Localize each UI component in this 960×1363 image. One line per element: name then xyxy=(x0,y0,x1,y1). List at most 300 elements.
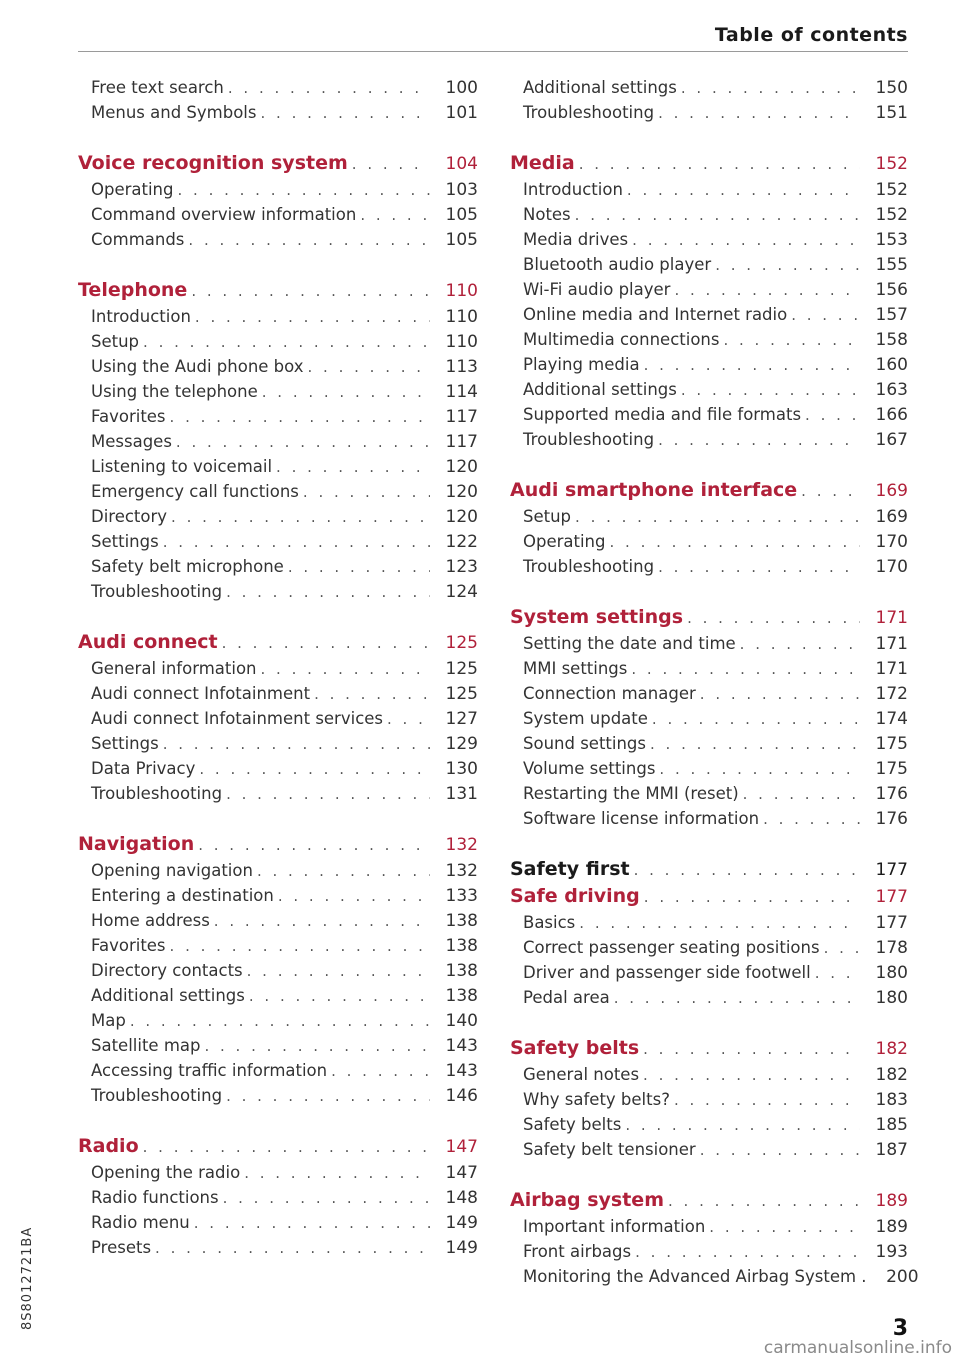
dot-leader xyxy=(571,505,860,530)
toc-entry-page: 103 xyxy=(445,180,478,200)
toc-entry-label: Favorites xyxy=(91,407,166,426)
toc-entry-page: 138 xyxy=(445,911,478,931)
toc-entry[interactable] xyxy=(78,1160,478,1185)
toc-entry[interactable] xyxy=(78,329,478,354)
section-gap xyxy=(78,806,478,831)
dot-leader xyxy=(677,76,860,101)
dot-leader xyxy=(627,657,860,682)
section-gap xyxy=(510,452,908,477)
toc-entry-page: 138 xyxy=(445,936,478,956)
dot-leader xyxy=(210,909,430,934)
toc-entry[interactable] xyxy=(78,1058,478,1083)
toc-entry-label: Directory xyxy=(91,507,168,526)
dot-leader xyxy=(187,278,430,305)
toc-entry[interactable] xyxy=(510,504,908,529)
toc-entry-page: 152 xyxy=(875,154,908,174)
toc-entry-page: 110 xyxy=(445,281,478,301)
toc-entry[interactable] xyxy=(78,177,478,202)
toc-entry[interactable] xyxy=(510,554,908,579)
toc-section-entry[interactable] xyxy=(510,477,908,504)
toc-entry[interactable] xyxy=(510,806,908,831)
toc-entry-page: 143 xyxy=(445,1061,478,1081)
toc-entry[interactable] xyxy=(78,883,478,908)
toc-entry-page: 105 xyxy=(445,205,478,225)
dot-leader xyxy=(222,580,430,605)
toc-entry-label: Audi connect Infotainment xyxy=(91,684,311,703)
toc-entry-page: 147 xyxy=(445,1137,478,1157)
toc-entry-page: 124 xyxy=(445,582,478,602)
dot-leader xyxy=(184,228,430,253)
dot-leader xyxy=(327,1059,430,1084)
toc-entry-label: Monitoring the Advanced Airbag System . xyxy=(523,1267,867,1286)
dot-leader xyxy=(172,430,430,455)
toc-entry-label: Opening navigation xyxy=(91,861,253,880)
toc-entry[interactable] xyxy=(510,100,908,125)
toc-entry[interactable] xyxy=(510,427,908,452)
toc-entry-label: Navigation xyxy=(78,833,195,855)
toc-entry[interactable] xyxy=(78,75,478,100)
toc-section-entry[interactable] xyxy=(78,150,478,177)
dot-leader xyxy=(696,1138,860,1163)
toc-entry[interactable] xyxy=(510,781,908,806)
toc-entry-label: Airbag system xyxy=(510,1189,664,1211)
dot-leader xyxy=(258,380,430,405)
toc-entry[interactable] xyxy=(78,227,478,252)
toc-entry-page: 138 xyxy=(445,986,478,1006)
toc-entry-label: Presets xyxy=(91,1238,152,1257)
toc-entry-page: 147 xyxy=(445,1163,478,1183)
toc-entry-label: Troubleshooting xyxy=(523,103,655,122)
toc-entry[interactable] xyxy=(78,504,478,529)
toc-entry[interactable] xyxy=(510,1214,908,1239)
toc-entry[interactable] xyxy=(510,1239,908,1264)
dot-leader xyxy=(646,732,860,757)
toc-entry[interactable] xyxy=(510,1087,908,1112)
toc-entry[interactable] xyxy=(510,756,908,781)
toc-entry-page: 152 xyxy=(875,180,908,200)
toc-entry[interactable] xyxy=(510,1137,908,1162)
toc-entry-label: Introduction xyxy=(91,307,191,326)
section-gap xyxy=(78,604,478,629)
toc-entry[interactable] xyxy=(510,302,908,327)
toc-entry-label: Additional settings xyxy=(91,986,245,1005)
toc-entry[interactable] xyxy=(78,1235,478,1260)
toc-entry[interactable] xyxy=(510,529,908,554)
toc-entry-page: 122 xyxy=(445,532,478,552)
dot-leader xyxy=(257,657,431,682)
section-gap xyxy=(510,579,908,604)
toc-section-entry[interactable] xyxy=(510,883,908,910)
toc-entry[interactable] xyxy=(78,706,478,731)
toc-entry-label: Supported media and file formats xyxy=(523,405,802,424)
toc-entry[interactable] xyxy=(510,985,908,1010)
toc-entry-page: 169 xyxy=(875,481,908,501)
toc-entry[interactable] xyxy=(78,454,478,479)
toc-entry[interactable] xyxy=(510,202,908,227)
toc-entry-label: Safety belts xyxy=(510,1037,640,1059)
toc-entry-label: Using the telephone xyxy=(91,382,258,401)
toc-entry[interactable] xyxy=(78,379,478,404)
toc-entry-page: 180 xyxy=(875,963,908,983)
toc-entry-page: 180 xyxy=(875,988,908,1008)
dot-leader xyxy=(610,986,860,1011)
toc-entry-page: 138 xyxy=(445,961,478,981)
toc-entry-page: 189 xyxy=(875,1191,908,1211)
toc-entry-page: 176 xyxy=(875,784,908,804)
toc-entry-label: Troubleshooting xyxy=(91,1086,223,1105)
toc-entry[interactable] xyxy=(78,1210,478,1235)
toc-entry-label: System update xyxy=(523,709,648,728)
toc-entry[interactable] xyxy=(510,910,908,935)
toc-entry-label: Front airbags xyxy=(523,1242,632,1261)
dot-leader xyxy=(257,101,431,126)
dot-leader xyxy=(194,832,430,859)
dot-leader xyxy=(621,1113,860,1138)
toc-entry-page: 101 xyxy=(445,103,478,123)
toc-entry[interactable] xyxy=(510,631,908,656)
toc-entry[interactable] xyxy=(510,377,908,402)
toc-entry[interactable] xyxy=(78,858,478,883)
toc-entry-page: 183 xyxy=(875,1090,908,1110)
toc-entry-page: 177 xyxy=(875,913,908,933)
toc-section-entry[interactable] xyxy=(78,831,478,858)
toc-entry-label: Safe driving xyxy=(510,885,640,907)
dot-leader xyxy=(272,455,430,480)
toc-entry-label: Safety first xyxy=(510,858,630,880)
dot-leader xyxy=(739,782,860,807)
toc-entry[interactable] xyxy=(510,1112,908,1137)
toc-entry-label: Satellite map xyxy=(91,1036,201,1055)
dot-leader xyxy=(670,1088,860,1113)
toc-entry[interactable] xyxy=(78,202,478,227)
page-header-title: Table of contents xyxy=(714,24,908,46)
toc-entry-label: Setup xyxy=(91,332,140,351)
toc-entry[interactable] xyxy=(78,479,478,504)
toc-entry[interactable] xyxy=(78,933,478,958)
dot-leader xyxy=(711,253,860,278)
toc-entry-page: 123 xyxy=(445,557,478,577)
dot-leader xyxy=(253,859,430,884)
dot-leader xyxy=(606,530,861,555)
toc-entry-page: 200 xyxy=(886,1267,919,1287)
toc-entry-page: 110 xyxy=(445,307,478,327)
toc-entry-label: Accessing traffic information xyxy=(91,1061,328,1080)
toc-entry-page: 149 xyxy=(445,1213,478,1233)
toc-entry-page: 155 xyxy=(875,255,908,275)
toc-entry-label: Pedal area xyxy=(523,988,610,1007)
toc-entry[interactable] xyxy=(510,327,908,352)
dot-leader xyxy=(159,530,430,555)
toc-entry-label: Troubleshooting xyxy=(523,430,655,449)
toc-entry[interactable] xyxy=(510,656,908,681)
toc-entry-label: Listening to voicemail xyxy=(91,457,273,476)
toc-entry-page: 117 xyxy=(445,432,478,452)
toc-entry-label: Media drives xyxy=(523,230,629,249)
document-code: 8S8012721BA xyxy=(20,1226,35,1330)
toc-entry-label: Voice recognition system xyxy=(78,152,348,174)
toc-entry-page: 193 xyxy=(875,1242,908,1262)
toc-entry-page: 143 xyxy=(445,1036,478,1056)
toc-entry-label: Safety belt tensioner xyxy=(523,1140,696,1159)
toc-entry-page: 175 xyxy=(875,734,908,754)
toc-section-entry[interactable] xyxy=(78,1133,478,1160)
dot-leader xyxy=(284,555,430,580)
toc-entry-page: 171 xyxy=(875,608,908,628)
toc-entry-page: 153 xyxy=(875,230,908,250)
toc-entry[interactable] xyxy=(510,227,908,252)
dot-leader xyxy=(245,984,430,1009)
toc-entry[interactable] xyxy=(78,681,478,706)
toc-column-right xyxy=(510,75,919,1289)
toc-entry-label: Audi connect Infotainment services xyxy=(91,709,384,728)
toc-entry[interactable] xyxy=(510,681,908,706)
toc-entry-page: 151 xyxy=(875,103,908,123)
dot-leader xyxy=(218,630,430,657)
toc-entry-label: Commands xyxy=(91,230,185,249)
toc-entry[interactable] xyxy=(78,404,478,429)
toc-entry-label: System settings xyxy=(510,606,684,628)
toc-entry[interactable] xyxy=(510,352,908,377)
toc-entry-label: Introduction xyxy=(523,180,623,199)
toc-entry-label: Basics xyxy=(523,913,576,932)
dot-leader xyxy=(640,353,860,378)
toc-entry-label: Operating xyxy=(91,180,174,199)
toc-entry[interactable] xyxy=(510,252,908,277)
toc-entry[interactable] xyxy=(510,177,908,202)
dot-leader xyxy=(299,480,430,505)
toc-entry-page: 110 xyxy=(445,332,478,352)
toc-entry-label: Messages xyxy=(91,432,172,451)
toc-entry-page: 169 xyxy=(875,507,908,527)
toc-entry[interactable] xyxy=(78,656,478,681)
section-gap xyxy=(510,831,908,856)
toc-entry-page: 120 xyxy=(445,482,478,502)
page-number: 3 xyxy=(892,1316,908,1341)
toc-entry-page: 167 xyxy=(875,430,908,450)
toc-entry-label: Favorites xyxy=(91,936,166,955)
dot-leader xyxy=(310,682,430,707)
toc-entry[interactable] xyxy=(78,731,478,756)
toc-entry-label: Correct passenger seating positions xyxy=(523,938,820,957)
dot-leader xyxy=(191,305,430,330)
dot-leader xyxy=(654,555,860,580)
toc-entry[interactable] xyxy=(510,1062,908,1087)
toc-section-entry[interactable] xyxy=(510,856,908,883)
toc-entry-label: Troubleshooting xyxy=(91,784,223,803)
toc-entry-label: Map xyxy=(91,1011,126,1030)
dot-leader xyxy=(166,405,430,430)
toc-entry[interactable] xyxy=(510,75,908,100)
toc-entry[interactable] xyxy=(78,983,478,1008)
toc-entry-label: Menus and Symbols xyxy=(91,103,257,122)
toc-entry[interactable] xyxy=(78,1185,478,1210)
toc-entry-label: Software license information xyxy=(523,809,760,828)
toc-entry-label: Audi connect xyxy=(78,631,218,653)
toc-entry-page: 177 xyxy=(875,860,908,880)
toc-entry-page: 100 xyxy=(445,78,478,98)
dot-leader xyxy=(274,884,430,909)
toc-entry[interactable] xyxy=(78,304,478,329)
dot-leader xyxy=(639,1036,860,1063)
toc-entry-page: 104 xyxy=(445,154,478,174)
toc-entry-page: 150 xyxy=(875,78,908,98)
toc-entry-page: 189 xyxy=(875,1217,908,1237)
toc-entry-label: Online media and Internet radio xyxy=(523,305,788,324)
toc-entry-label: Safety belt microphone xyxy=(91,557,284,576)
toc-section-entry[interactable] xyxy=(510,1187,908,1214)
dot-leader xyxy=(219,1186,430,1211)
toc-entry-label: Home address xyxy=(91,911,210,930)
toc-entry[interactable] xyxy=(510,935,908,960)
dot-leader xyxy=(243,959,430,984)
toc-entry[interactable] xyxy=(78,756,478,781)
toc-entry-page: 163 xyxy=(875,380,908,400)
toc-entry[interactable] xyxy=(78,529,478,554)
toc-entry[interactable] xyxy=(510,960,908,985)
dot-leader xyxy=(166,934,430,959)
toc-entry-label: MMI settings xyxy=(523,659,628,678)
toc-entry-label: Sound settings xyxy=(523,734,647,753)
toc-entry-page: 113 xyxy=(445,357,478,377)
dot-leader xyxy=(639,1063,860,1088)
toc-entry-page: 156 xyxy=(875,280,908,300)
toc-entry[interactable] xyxy=(78,1008,478,1033)
toc-entry-page: 125 xyxy=(445,659,478,679)
toc-entry-label: Setup xyxy=(523,507,572,526)
toc-entry[interactable] xyxy=(78,1083,478,1108)
header-rule xyxy=(78,51,908,52)
toc-entry[interactable] xyxy=(78,354,478,379)
toc-entry-page: 127 xyxy=(445,709,478,729)
toc-entry-label: Directory contacts xyxy=(91,961,243,980)
toc-entry[interactable] xyxy=(78,429,478,454)
toc-entry-label: Playing media xyxy=(523,355,640,374)
toc-entry-label: Connection manager xyxy=(523,684,696,703)
dot-leader xyxy=(222,1084,430,1109)
toc-entry-page: 160 xyxy=(875,355,908,375)
toc-section-entry[interactable] xyxy=(510,604,908,631)
toc-entry-page: 146 xyxy=(445,1086,478,1106)
dot-leader xyxy=(654,428,860,453)
toc-entry-label: Media xyxy=(510,152,575,174)
toc-entry-label: Notes xyxy=(523,205,571,224)
toc-entry-label: Why safety belts? xyxy=(523,1090,670,1109)
toc-entry-label: Data Privacy xyxy=(91,759,196,778)
dot-leader xyxy=(222,782,430,807)
dot-leader xyxy=(719,328,860,353)
toc-entry-page: 178 xyxy=(875,938,908,958)
toc-entry-page: 148 xyxy=(445,1188,478,1208)
toc-entry-page: 170 xyxy=(875,532,908,552)
toc-section-entry[interactable] xyxy=(510,1035,908,1062)
toc-entry-page: 182 xyxy=(875,1065,908,1085)
toc-entry-label: Free text search xyxy=(91,78,224,97)
dot-leader xyxy=(801,403,860,428)
toc-entry-page: 120 xyxy=(445,507,478,527)
toc-entry-label: Settings xyxy=(91,734,159,753)
dot-leader xyxy=(575,911,860,936)
toc-entry-label: Operating xyxy=(523,532,606,551)
toc-entry[interactable] xyxy=(510,402,908,427)
toc-entry-page: 171 xyxy=(875,634,908,654)
toc-entry-page: 133 xyxy=(445,886,478,906)
dot-leader xyxy=(648,707,860,732)
dot-leader xyxy=(736,632,860,657)
toc-entry[interactable] xyxy=(78,1033,478,1058)
toc-entry-page: 182 xyxy=(875,1039,908,1059)
toc-entry[interactable] xyxy=(510,706,908,731)
toc-entry-label: Emergency call functions xyxy=(91,482,299,501)
toc-entry-page: 125 xyxy=(445,684,478,704)
dot-leader xyxy=(159,732,430,757)
dot-leader xyxy=(200,1034,430,1059)
toc-entry[interactable] xyxy=(78,908,478,933)
toc-entry-label: General notes xyxy=(523,1065,640,1084)
toc-entry-label: Radio functions xyxy=(91,1188,219,1207)
dot-leader xyxy=(670,278,860,303)
toc-entry[interactable] xyxy=(510,1264,919,1289)
toc-section-entry[interactable] xyxy=(510,150,908,177)
section-gap xyxy=(510,125,908,150)
toc-entry-label: Bluetooth audio player xyxy=(523,255,712,274)
toc-entry[interactable] xyxy=(78,554,478,579)
toc-entry-page: 172 xyxy=(875,684,908,704)
toc-section-entry[interactable] xyxy=(78,277,478,304)
toc-entry-page: 174 xyxy=(875,709,908,729)
toc-entry-label: Additional settings xyxy=(523,380,677,399)
section-gap xyxy=(510,1162,908,1187)
toc-entry-page: 185 xyxy=(875,1115,908,1135)
dot-leader xyxy=(696,682,860,707)
toc-entry-label: Command overview information xyxy=(91,205,357,224)
toc-entry[interactable] xyxy=(510,277,908,302)
dot-leader xyxy=(705,1215,860,1240)
dot-leader xyxy=(628,228,860,253)
toc-column-left xyxy=(78,75,478,1260)
toc-entry-label: Safety belts xyxy=(523,1115,622,1134)
toc-entry-page: 117 xyxy=(445,407,478,427)
dot-leader xyxy=(304,355,430,380)
toc-entry-label: Opening the radio xyxy=(91,1163,241,1182)
toc-entry[interactable] xyxy=(78,100,478,125)
dot-leader xyxy=(664,1188,860,1215)
toc-entry-page: 114 xyxy=(445,382,478,402)
toc-entry[interactable] xyxy=(510,731,908,756)
dot-leader xyxy=(348,151,430,178)
toc-entry[interactable] xyxy=(78,958,478,983)
toc-entry-label: Troubleshooting xyxy=(91,582,223,601)
dot-leader xyxy=(787,303,860,328)
dot-leader xyxy=(126,1009,430,1034)
toc-section-entry[interactable] xyxy=(78,629,478,656)
toc-entry[interactable] xyxy=(78,579,478,604)
toc-entry-page: 129 xyxy=(445,734,478,754)
dot-leader xyxy=(167,505,430,530)
toc-entry-page: 187 xyxy=(875,1140,908,1160)
toc-entry-page: 131 xyxy=(445,784,478,804)
toc-entry-page: 177 xyxy=(875,887,908,907)
toc-entry-label: Driver and passenger side footwell xyxy=(523,963,811,982)
dot-leader xyxy=(677,378,860,403)
dot-leader xyxy=(240,1161,430,1186)
section-gap xyxy=(78,1108,478,1133)
toc-entry-page: 171 xyxy=(875,659,908,679)
toc-entry-label: Setting the date and time xyxy=(523,634,736,653)
toc-entry[interactable] xyxy=(78,781,478,806)
dot-leader xyxy=(630,857,860,884)
toc-entry-page: 149 xyxy=(445,1238,478,1258)
toc-entry-label: Additional settings xyxy=(523,78,677,97)
